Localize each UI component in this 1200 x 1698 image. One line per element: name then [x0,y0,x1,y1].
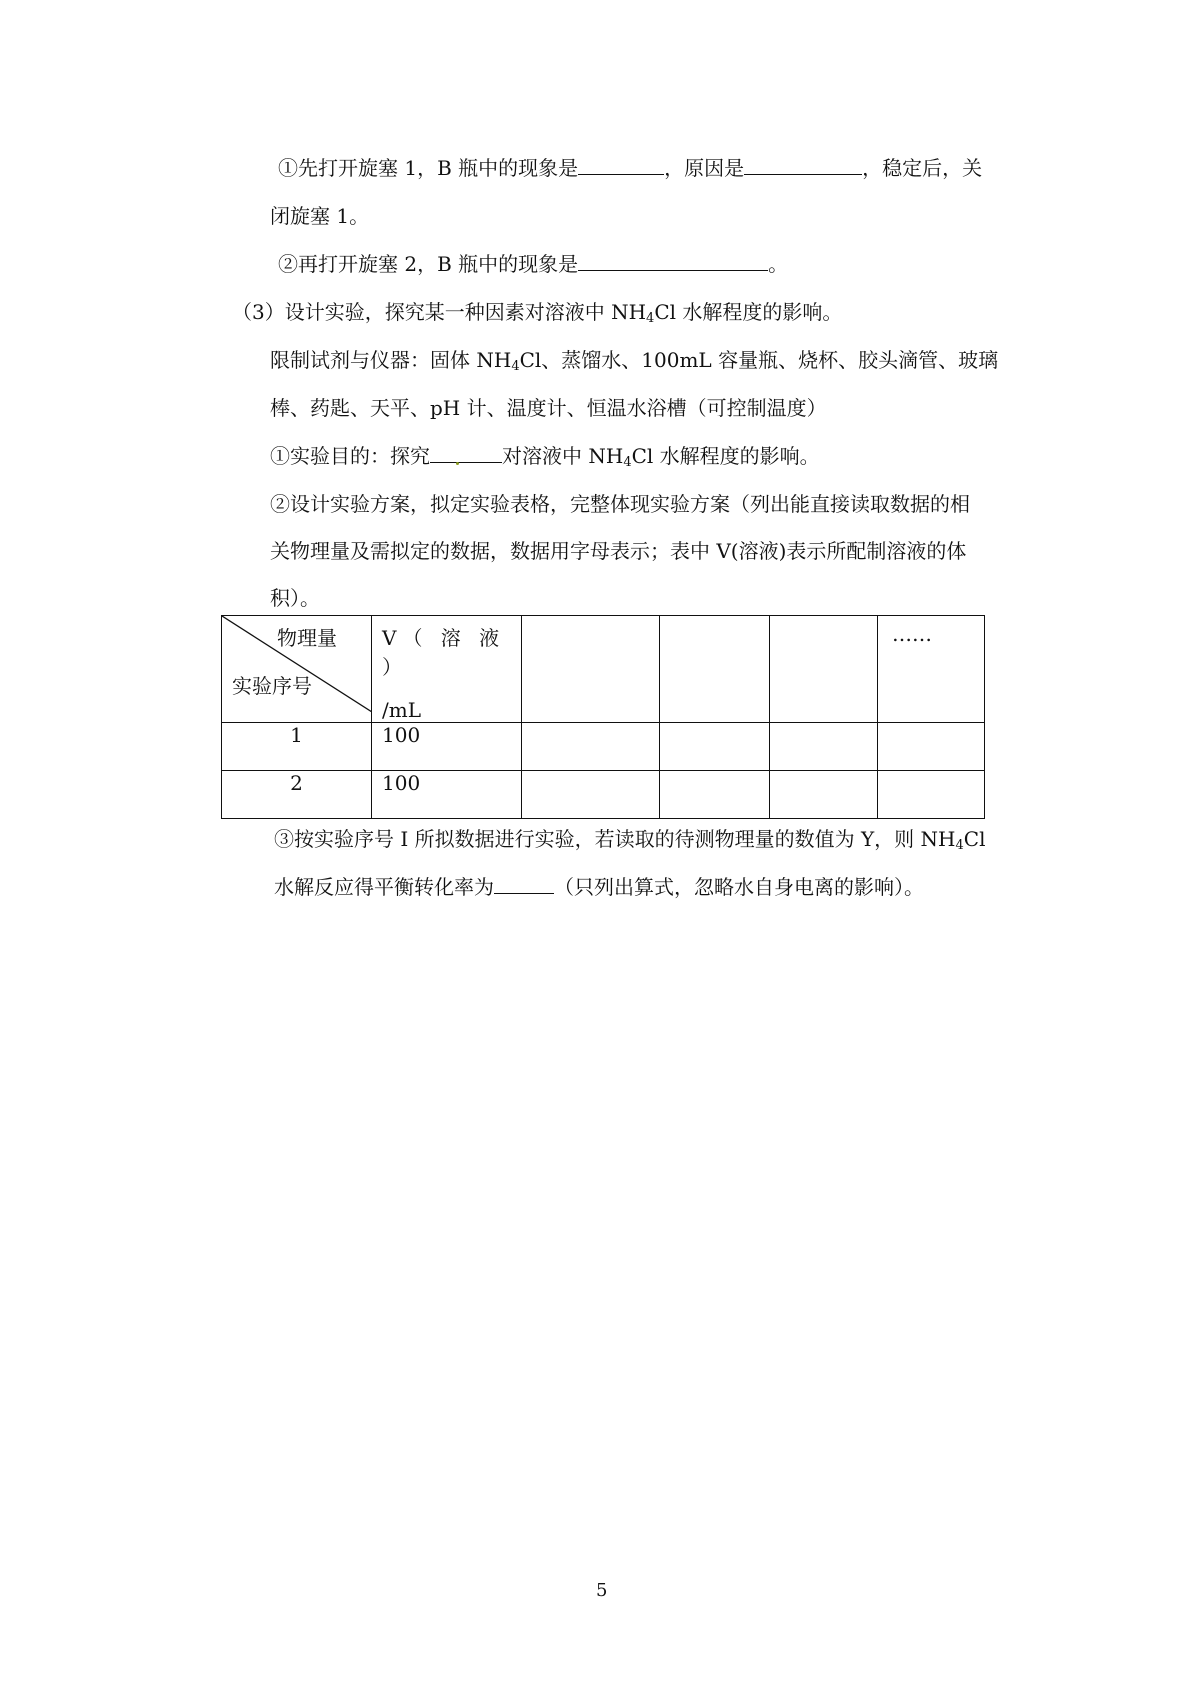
q3-design-line2 [270,537,966,565]
seq-cell: 2 [222,771,372,819]
q3-purpose-a: ①实验目的：探究 [270,444,430,468]
q3-design-b: 关物理量及需拟定的数据，数据用字母表示；表中 V(溶液)表示所配制溶液的体 [270,539,967,563]
v-column-header-line1: V（ 溶 液 ） [382,626,506,679]
q3-reagents-line1 [270,346,998,374]
q3-design-line1 [270,490,970,518]
period: 。 [768,252,789,276]
q2-item1-line2 [270,202,369,230]
blank-cell[interactable] [522,723,660,771]
q3-title [232,298,842,326]
q2-item1-line1 [278,154,982,182]
header-blank-cell[interactable] [522,616,660,723]
v-column-header-line2: /mL [382,698,421,722]
table-row [222,771,985,819]
blank-cell[interactable] [770,771,878,819]
volume-cell: 100 [372,771,522,819]
q2-item1-after-text: ，稳定后，关 [862,156,983,180]
header-blank-cell[interactable] [770,616,878,723]
ellipsis: …… [892,622,932,646]
subscript: 4 [955,838,964,853]
subscript: 4 [623,455,632,470]
q2-item1-text: ①先打开旋塞 1，B 瓶中的现象是 [278,156,579,180]
q3-reagents-line2 [270,394,827,422]
header-blank-cell[interactable] [660,616,770,723]
q2-item2-line [278,250,788,278]
seq-cell: 1 [222,723,372,771]
q2-item1-close-text: 闭旋塞 1。 [270,204,370,228]
answer-blank-phenomenon[interactable] [578,154,664,175]
q3-title-b: Cl 水解程度的影响。 [654,300,843,324]
volume-cell: 100 [372,723,522,771]
blank-cell[interactable] [660,723,770,771]
answer-blank-factor[interactable] [430,442,502,463]
q3-design-line3 [270,584,320,612]
blank-cell[interactable] [660,771,770,819]
q3-calc-a: ③按实验序号 I 所拟数据进行实验，若读取的待测物理量的数值为 Y，则 NH [274,827,956,851]
corner-bottom-label: 实验序号 [232,674,312,698]
q2-item1-reason-label: ，原因是 [664,156,745,180]
v-column-header [372,616,522,723]
q3-reagents-b: Cl、蒸馏水、100mL 容量瓶、烧杯、胶头滴管、玻璃 [519,348,999,372]
answer-blank-phenomenon-2[interactable] [578,250,768,271]
q3-calc-line1 [274,825,985,853]
q3-title-a: （3）设计实验，探究某一种因素对溶液中 NH [232,300,647,324]
blank-cell[interactable] [878,723,985,771]
header-ellipsis-cell [878,616,985,723]
q3-purpose-b: 对溶液中 NH [502,444,624,468]
blank-cell[interactable] [522,771,660,819]
blank-cell[interactable] [770,723,878,771]
q3-reagents-a: 限制试剂与仪器：固体 NH [270,348,512,372]
q3-calc-c: 水解反应得平衡转化率为 [274,875,494,899]
q2-item2-text: ②再打开旋塞 2，B 瓶中的现象是 [278,252,579,276]
q3-purpose-c: Cl 水解程度的影响。 [631,444,820,468]
subscript: 4 [646,311,655,326]
q3-calc-line2 [274,873,924,901]
table-corner-cell [222,616,372,723]
answer-blank-conversion[interactable] [494,873,554,894]
corner-top-label: 物理量 [277,626,337,650]
mark-dot [456,462,459,465]
q3-design-c: 积）。 [270,586,320,610]
subscript: 4 [511,359,520,374]
blank-cell[interactable] [878,771,985,819]
q3-reagents-c: 棒、药匙、天平、pH 计、温度计、恒温水浴槽（可控制温度） [270,396,827,420]
q3-calc-b: Cl [963,827,986,851]
q3-calc-d: （只列出算式，忽略水自身电离的影响）。 [554,875,924,899]
q3-design-a: ②设计实验方案，拟定实验表格，完整体现实验方案（列出能直接读取数据的相 [270,492,970,516]
page-number: 5 [596,1580,608,1601]
table-header-row [222,616,985,723]
table-row [222,723,985,771]
q3-purpose [270,442,820,470]
answer-blank-reason[interactable] [744,154,862,175]
experiment-table [221,615,985,819]
